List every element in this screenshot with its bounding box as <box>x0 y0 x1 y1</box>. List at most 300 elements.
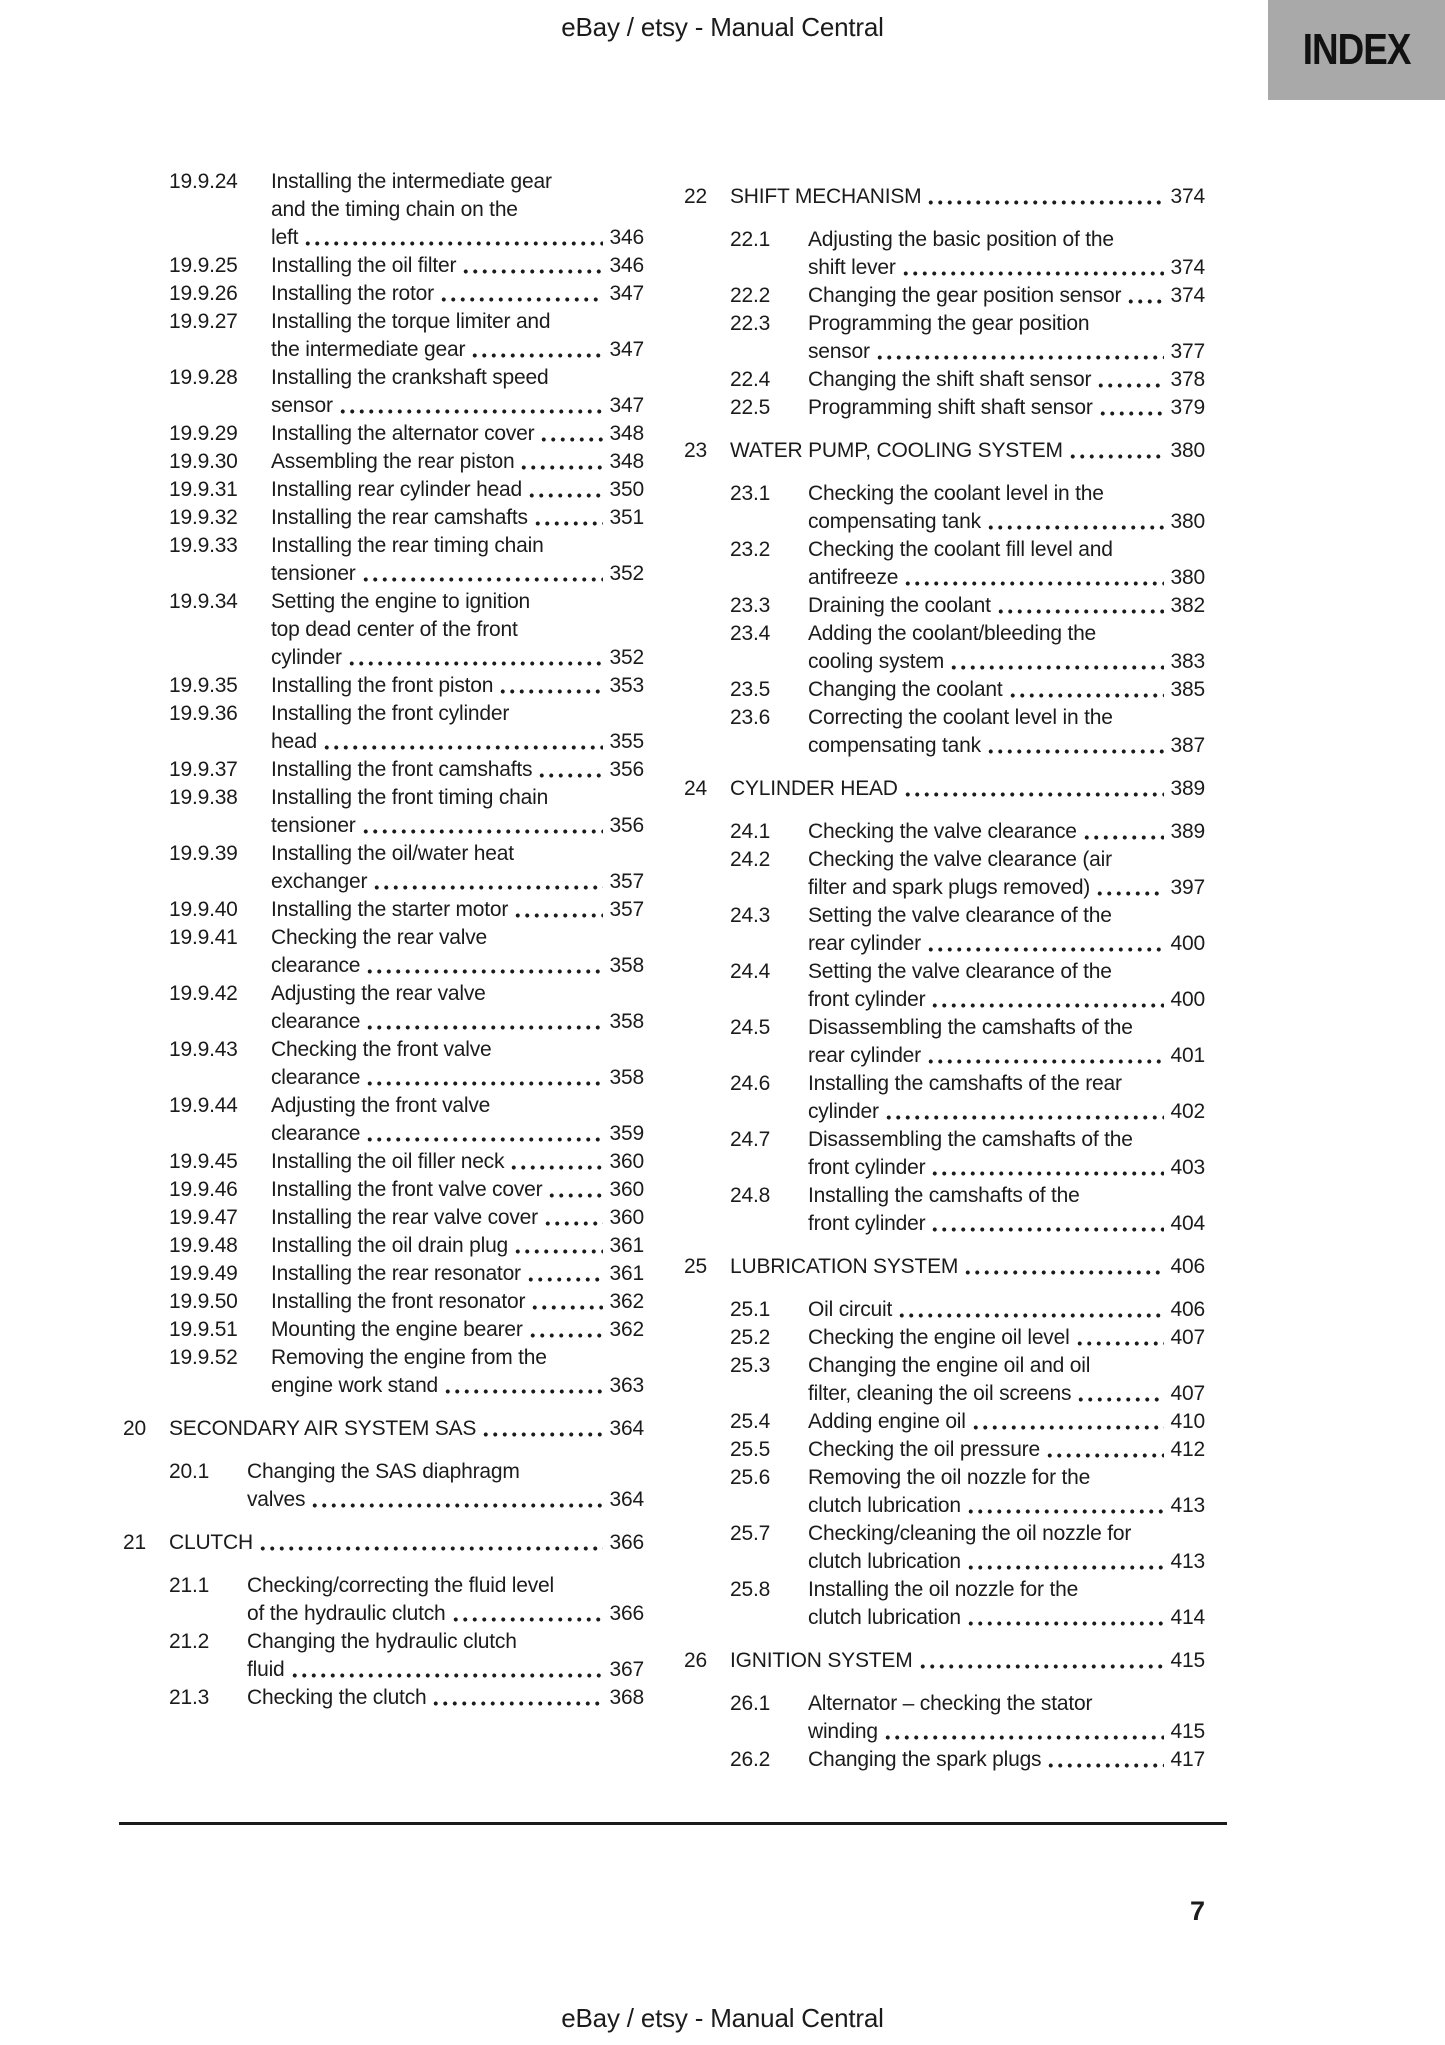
toc-section-entry <box>169 308 644 364</box>
toc-entry-last-line <box>271 1120 644 1148</box>
toc-entry-title <box>271 420 644 448</box>
toc-entry-number: 23.4 <box>730 622 771 645</box>
toc-section-entry <box>169 1204 644 1232</box>
toc-entry-last-line <box>808 254 1205 282</box>
toc-entry-title-line: LUBRICATION SYSTEM <box>730 1255 959 1278</box>
toc-entry-page-number: 378 <box>1170 368 1205 391</box>
toc-entry-number: 19.9.35 <box>169 674 238 697</box>
toc-entry-last-line <box>808 818 1205 846</box>
dot-leader <box>532 756 609 784</box>
toc-entry-title <box>247 1572 644 1628</box>
toc-entry-title <box>808 310 1205 366</box>
toc-entry-number: 19.9.24 <box>169 170 238 193</box>
toc-section-entry <box>730 1070 1205 1126</box>
toc-entry-number: 24.8 <box>730 1184 771 1207</box>
toc-section-entry <box>169 1260 644 1288</box>
toc-entry-title <box>808 1746 1205 1774</box>
toc-entry-title <box>247 1458 644 1514</box>
toc-entry-number: 25.3 <box>730 1354 771 1377</box>
toc-section-entry <box>730 1408 1205 1436</box>
toc-entry-last-line <box>271 252 644 280</box>
toc-entry-number: 19.9.50 <box>169 1290 238 1313</box>
toc-entry-title-line: Installing the oil drain plug <box>271 1234 509 1257</box>
toc-entry-title <box>247 1628 644 1684</box>
toc-entry-page-number: 404 <box>1170 1212 1205 1235</box>
dot-leader <box>534 420 609 448</box>
toc-entry-title <box>808 818 1205 846</box>
toc-entry-number: 25.1 <box>730 1298 771 1321</box>
toc-section-entry <box>730 1182 1205 1238</box>
toc-entry-title-line: Installing the starter motor <box>271 898 509 921</box>
toc-entry-last-line <box>169 1415 644 1443</box>
toc-entry-title-line: Checking/correcting the fluid level <box>247 1574 554 1597</box>
toc-section-entry <box>169 532 644 588</box>
toc-entry-page-number: 356 <box>609 758 644 781</box>
toc-entry-last-line <box>808 930 1205 958</box>
toc-entry-page-number: 366 <box>609 1531 644 1554</box>
toc-entry-title <box>271 588 644 672</box>
toc-entry-title-line: clearance <box>271 1066 361 1089</box>
toc-entry-title-line: clutch lubrication <box>808 1494 961 1517</box>
toc-entry-title-line: Installing the oil filter <box>271 254 457 277</box>
toc-entry-last-line <box>808 1746 1205 1774</box>
toc-entry-last-line <box>271 728 644 756</box>
toc-section-entry <box>169 1288 644 1316</box>
toc-entry-page-number: 417 <box>1170 1748 1205 1771</box>
toc-entry-number: 24.3 <box>730 904 771 927</box>
toc-entry-title-line: cooling system <box>808 650 945 673</box>
dot-leader <box>360 1064 609 1092</box>
dot-leader <box>542 1176 609 1204</box>
toc-entry-last-line <box>271 1176 644 1204</box>
toc-entry-number: 21.1 <box>169 1574 210 1597</box>
toc-entry-title <box>730 183 1205 211</box>
toc-entry-title-line: Installing the rear valve cover <box>271 1206 538 1229</box>
toc-entry-last-line <box>271 1288 644 1316</box>
toc-entry-title-line: Setting the valve clearance of the <box>808 904 1112 927</box>
toc-entry-last-line <box>808 1324 1205 1352</box>
toc-entry-page-number: 382 <box>1170 594 1205 617</box>
toc-entry-number: 26.1 <box>730 1692 771 1715</box>
toc-section-entry <box>169 1572 644 1628</box>
dot-leader <box>356 812 610 840</box>
toc-section-entry <box>169 896 644 924</box>
toc-entry-last-line <box>808 1492 1205 1520</box>
toc-section-entry <box>730 846 1205 902</box>
toc-entry-title-line: clearance <box>271 1122 361 1145</box>
toc-entry-last-line <box>808 1042 1205 1070</box>
toc-entry-last-line <box>271 476 644 504</box>
toc-entry-title-line: Adjusting the front valve <box>271 1094 491 1117</box>
toc-entry-title <box>808 480 1205 536</box>
toc-entry-title-line: exchanger <box>271 870 368 893</box>
toc-entry-title <box>271 1260 644 1288</box>
toc-entry-page-number: 414 <box>1170 1606 1205 1629</box>
toc-entry-title-line: Checking the front valve <box>271 1038 492 1061</box>
toc-entry-title-line: sensor <box>808 340 870 363</box>
dot-leader <box>898 775 1171 803</box>
toc-section-entry <box>169 756 644 784</box>
toc-entry-last-line <box>271 1260 644 1288</box>
dot-leader <box>523 1316 610 1344</box>
toc-entry-title-line: fluid <box>247 1658 285 1681</box>
toc-entry-title-line: filter, cleaning the oil screens <box>808 1382 1072 1405</box>
toc-entry-page-number: 357 <box>609 870 644 893</box>
toc-entry-last-line <box>808 1098 1205 1126</box>
toc-section-entry <box>169 1628 644 1684</box>
toc-entry-title <box>808 1296 1205 1324</box>
toc-entry-last-line <box>808 394 1205 422</box>
toc-entry-last-line <box>169 1529 644 1557</box>
toc-section-entry <box>169 700 644 756</box>
toc-entry-title-line: Oil circuit <box>808 1298 893 1321</box>
toc-entry-title <box>271 252 644 280</box>
toc-entry-title <box>271 308 644 364</box>
toc-entry-title <box>808 366 1205 394</box>
toc-entry-last-line <box>271 756 644 784</box>
dot-leader <box>1090 874 1170 902</box>
toc-entry-title-line: Installing the front piston <box>271 674 494 697</box>
toc-entry-page-number: 352 <box>609 562 644 585</box>
toc-entry-page-number: 407 <box>1170 1382 1205 1405</box>
dot-leader <box>925 986 1170 1014</box>
dot-leader <box>522 476 610 504</box>
toc-section-entry <box>169 280 644 308</box>
toc-entry-title-line: Installing the alternator cover <box>271 422 535 445</box>
toc-entry-title <box>271 1036 644 1092</box>
toc-entry-title-line: Installing the crankshaft speed <box>271 366 549 389</box>
toc-entry-title-line: clutch lubrication <box>808 1606 961 1629</box>
toc-entry-title <box>271 980 644 1036</box>
toc-entry-number: 25 <box>684 1255 707 1278</box>
toc-entry-title <box>730 775 1205 803</box>
toc-entry-number: 24.1 <box>730 820 771 843</box>
toc-entry-title-line: Draining the coolant <box>808 594 991 617</box>
toc-entry-number: 21.2 <box>169 1630 210 1653</box>
toc-entry-page-number: 383 <box>1170 650 1205 673</box>
dot-leader <box>1071 1380 1170 1408</box>
toc-entry-number: 25.5 <box>730 1438 771 1461</box>
dot-leader <box>1093 394 1171 422</box>
toc-entry-last-line <box>808 338 1205 366</box>
toc-entry-last-line <box>730 775 1205 803</box>
toc-entry-number: 23.6 <box>730 706 771 729</box>
toc-entry-page-number: 355 <box>609 730 644 753</box>
toc-section-entry <box>169 980 644 1036</box>
dot-leader <box>921 183 1170 211</box>
toc-section-entry <box>730 1690 1205 1746</box>
toc-entry-number: 23.3 <box>730 594 771 617</box>
toc-section-entry <box>730 1464 1205 1520</box>
toc-entry-title-line: Checking/cleaning the oil nozzle for <box>808 1522 1132 1545</box>
toc-section-entry <box>730 1352 1205 1408</box>
toc-entry-last-line <box>271 224 644 252</box>
dot-leader <box>870 338 1171 366</box>
toc-entry-title-line: Installing the oil/water heat <box>271 842 514 865</box>
toc-entry-page-number: 362 <box>609 1318 644 1341</box>
toc-entry-page-number: 347 <box>609 394 644 417</box>
toc-column-right <box>684 168 1205 1774</box>
toc-entry-title-line: top dead center of the front <box>271 618 518 641</box>
toc-chapter-entry <box>684 437 1205 465</box>
toc-entry-last-line <box>808 1408 1205 1436</box>
toc-entry-number: 26.2 <box>730 1748 771 1771</box>
toc-entry-title <box>730 1647 1205 1675</box>
toc-entry-title <box>808 394 1205 422</box>
toc-entry-number: 22.1 <box>730 228 771 251</box>
toc-entry-number: 19.9.44 <box>169 1094 238 1117</box>
toc-entry-title <box>808 1182 1205 1238</box>
dot-leader <box>1040 1436 1171 1464</box>
toc-entry-number: 22 <box>684 185 707 208</box>
dot-leader <box>333 392 610 420</box>
toc-entry-title <box>808 1464 1205 1520</box>
toc-entry-page-number: 413 <box>1170 1494 1205 1517</box>
toc-entry-title-line: SHIFT MECHANISM <box>730 185 922 208</box>
dot-leader <box>981 508 1171 536</box>
toc-entry-page-number: 364 <box>609 1488 644 1511</box>
toc-entry-title-line: Disassembling the camshafts of the <box>808 1016 1133 1039</box>
toc-entry-number: 23 <box>684 439 707 462</box>
toc-entry-number: 19.9.30 <box>169 450 238 473</box>
toc-entry-title-line: Installing the front cylinder <box>271 702 510 725</box>
toc-section-entry <box>730 958 1205 1014</box>
toc-section-entry <box>730 1746 1205 1774</box>
toc-section-entry <box>169 1092 644 1148</box>
toc-entry-number: 24.5 <box>730 1016 771 1039</box>
toc-content <box>123 168 1205 1774</box>
toc-entry-last-line <box>808 1380 1205 1408</box>
toc-entry-page-number: 407 <box>1170 1326 1205 1349</box>
toc-chapter-entry <box>123 1415 644 1443</box>
toc-entry-number: 25.2 <box>730 1326 771 1349</box>
toc-entry-last-line <box>271 1232 644 1260</box>
dot-leader <box>508 896 609 924</box>
toc-entry-page-number: 401 <box>1170 1044 1205 1067</box>
toc-entry-title-line: the intermediate gear <box>271 338 466 361</box>
toc-entry-page-number: 366 <box>609 1602 644 1625</box>
toc-entry-last-line <box>271 504 644 532</box>
toc-entry-last-line <box>730 183 1205 211</box>
toc-entry-title-line: Checking the coolant fill level and <box>808 538 1113 561</box>
header-title: eBay / etsy - Manual Central <box>561 12 884 42</box>
toc-entry-title-line: Changing the shift shaft sensor <box>808 368 1092 391</box>
toc-entry-last-line <box>808 564 1205 592</box>
dot-leader <box>465 336 609 364</box>
toc-entry-title <box>271 532 644 588</box>
toc-entry-title <box>271 1316 644 1344</box>
toc-entry-title-line: of the hydraulic clutch <box>247 1602 446 1625</box>
dot-leader <box>1121 282 1170 310</box>
toc-section-entry <box>730 1576 1205 1632</box>
toc-entry-title-line: Programming the gear position <box>808 312 1090 335</box>
toc-entry-number: 22.4 <box>730 368 771 391</box>
toc-entry-number: 19.9.26 <box>169 282 238 305</box>
toc-entry-last-line <box>808 282 1205 310</box>
toc-entry-title-line: Installing the oil filler neck <box>271 1150 505 1173</box>
toc-entry-last-line <box>247 1684 644 1712</box>
dot-leader <box>504 1148 609 1176</box>
dot-leader <box>966 1408 1171 1436</box>
dot-leader <box>1003 676 1171 704</box>
dot-leader <box>1041 1746 1170 1774</box>
toc-section-entry <box>169 1148 644 1176</box>
toc-entry-title-line: Correcting the coolant level in the <box>808 706 1113 729</box>
toc-entry-title-line: Changing the spark plugs <box>808 1748 1042 1771</box>
toc-section-entry <box>730 818 1205 846</box>
toc-entry-page-number: 360 <box>609 1150 644 1173</box>
toc-section-entry <box>730 1296 1205 1324</box>
toc-section-entry <box>169 504 644 532</box>
toc-entry-title-line: Alternator – checking the stator <box>808 1692 1093 1715</box>
toc-entry-title-line: Changing the SAS diaphragm <box>247 1460 520 1483</box>
toc-section-entry <box>169 476 644 504</box>
toc-section-entry <box>730 1126 1205 1182</box>
toc-entry-last-line <box>730 1647 1205 1675</box>
dot-leader <box>879 1098 1171 1126</box>
toc-entry-title <box>271 280 644 308</box>
dot-leader <box>961 1604 1171 1632</box>
toc-entry-page-number: 362 <box>609 1290 644 1313</box>
toc-entry-title <box>271 448 644 476</box>
toc-entry-number: 23.1 <box>730 482 771 505</box>
dot-leader <box>356 560 610 588</box>
toc-column-left <box>123 168 644 1774</box>
toc-section-entry <box>169 588 644 672</box>
toc-entry-title-line: Installing the torque limiter and <box>271 310 551 333</box>
toc-section-entry <box>730 620 1205 676</box>
index-badge-label: INDEX <box>1302 25 1411 74</box>
dot-leader <box>958 1253 1170 1281</box>
toc-entry-title-line: Changing the coolant <box>808 678 1003 701</box>
toc-entry-page-number: 387 <box>1170 734 1205 757</box>
toc-entry-page-number: 380 <box>1170 566 1205 589</box>
dot-leader <box>896 254 1171 282</box>
dot-leader <box>944 648 1170 676</box>
toc-entry-title <box>169 1415 644 1443</box>
toc-entry-title-line: Installing the front timing chain <box>271 786 549 809</box>
dot-leader <box>434 280 610 308</box>
toc-entry-number: 24.2 <box>730 848 771 871</box>
toc-entry-title-line: head <box>271 730 317 753</box>
toc-entry-number: 25.8 <box>730 1578 771 1601</box>
toc-entry-title-line: Changing the engine oil and oil <box>808 1354 1091 1377</box>
toc-section-entry <box>169 448 644 476</box>
toc-entry-page-number: 361 <box>609 1262 644 1285</box>
toc-section-entry <box>169 1316 644 1344</box>
toc-entry-page-number: 374 <box>1170 284 1205 307</box>
toc-entry-page-number: 368 <box>609 1686 644 1709</box>
toc-entry-last-line <box>271 644 644 672</box>
toc-section-entry <box>730 366 1205 394</box>
index-badge <box>1268 0 1445 100</box>
toc-entry-title <box>808 536 1205 592</box>
toc-entry-title-line: antifreeze <box>808 566 899 589</box>
toc-section-entry <box>730 536 1205 592</box>
toc-entry-title <box>730 1253 1205 1281</box>
toc-entry-page-number: 358 <box>609 1066 644 1089</box>
toc-entry-title <box>808 1014 1205 1070</box>
toc-section-entry <box>730 676 1205 704</box>
toc-entry-title <box>808 1324 1205 1352</box>
toc-entry-title-line: sensor <box>271 394 333 417</box>
toc-entry-last-line <box>247 1486 644 1514</box>
toc-entry-number: 23.2 <box>730 538 771 561</box>
toc-entry-last-line <box>808 1718 1205 1746</box>
toc-entry-page-number: 413 <box>1170 1550 1205 1573</box>
toc-entry-title-line: Installing the oil nozzle for the <box>808 1578 1079 1601</box>
toc-entry-page-number: 347 <box>609 282 644 305</box>
toc-entry-last-line <box>271 1372 644 1400</box>
toc-entry-last-line <box>808 366 1205 394</box>
toc-entry-title-line: valves <box>247 1488 306 1511</box>
toc-entry-title <box>271 364 644 420</box>
toc-entry-title-line: Installing rear cylinder head <box>271 478 523 501</box>
toc-entry-title <box>808 1070 1205 1126</box>
toc-entry-last-line <box>808 986 1205 1014</box>
toc-entry-title-line: front cylinder <box>808 988 926 1011</box>
toc-section-entry <box>730 1520 1205 1576</box>
dot-leader <box>426 1684 609 1712</box>
toc-entry-page-number: 352 <box>609 646 644 669</box>
toc-entry-title-line: tensioner <box>271 562 356 585</box>
dot-leader <box>367 868 609 896</box>
toc-entry-last-line <box>271 672 644 700</box>
toc-entry-title-line: Disassembling the camshafts of the <box>808 1128 1133 1151</box>
toc-entry-last-line <box>808 1548 1205 1576</box>
toc-entry-title <box>271 756 644 784</box>
toc-entry-number: 21 <box>123 1531 146 1554</box>
toc-section-entry <box>730 394 1205 422</box>
toc-entry-page-number: 348 <box>609 450 644 473</box>
toc-entry-title-line: Changing the gear position sensor <box>808 284 1122 307</box>
toc-entry-title <box>271 1092 644 1148</box>
toc-entry-number: 19.9.45 <box>169 1150 238 1173</box>
toc-entry-title <box>808 1352 1205 1408</box>
toc-entry-number: 19.9.36 <box>169 702 238 725</box>
dot-leader <box>892 1296 1170 1324</box>
toc-entry-title <box>808 1690 1205 1746</box>
dot-leader <box>514 448 609 476</box>
toc-section-entry <box>169 840 644 896</box>
toc-section-entry <box>730 704 1205 760</box>
toc-entry-title-line: compensating tank <box>808 510 981 533</box>
toc-entry-number: 19.9.29 <box>169 422 238 445</box>
toc-entry-number: 19.9.48 <box>169 1234 238 1257</box>
toc-entry-page-number: 380 <box>1170 439 1205 462</box>
toc-entry-number: 22.5 <box>730 396 771 419</box>
toc-entry-title <box>808 1126 1205 1182</box>
toc-entry-title-line: Removing the oil nozzle for the <box>808 1466 1091 1489</box>
toc-entry-last-line <box>808 1296 1205 1324</box>
toc-entry-last-line <box>808 1436 1205 1464</box>
footer-title: eBay / etsy - Manual Central <box>561 2003 884 2033</box>
toc-entry-number: 19.9.42 <box>169 982 238 1005</box>
toc-entry-title-line: Setting the valve clearance of the <box>808 960 1112 983</box>
toc-entry-last-line <box>808 1154 1205 1182</box>
toc-entry-title-line: Checking the oil pressure <box>808 1438 1040 1461</box>
toc-entry-title <box>808 846 1205 902</box>
toc-section-entry <box>730 1324 1205 1352</box>
toc-entry-title-line: Adjusting the basic position of the <box>808 228 1114 251</box>
toc-entry-page-number: 403 <box>1170 1156 1205 1179</box>
toc-entry-number: 19.9.32 <box>169 506 238 529</box>
toc-entry-title <box>169 1529 644 1557</box>
toc-entry-page-number: 385 <box>1170 678 1205 701</box>
toc-entry-title <box>271 700 644 756</box>
dot-leader <box>360 1008 609 1036</box>
dot-leader <box>981 732 1171 760</box>
